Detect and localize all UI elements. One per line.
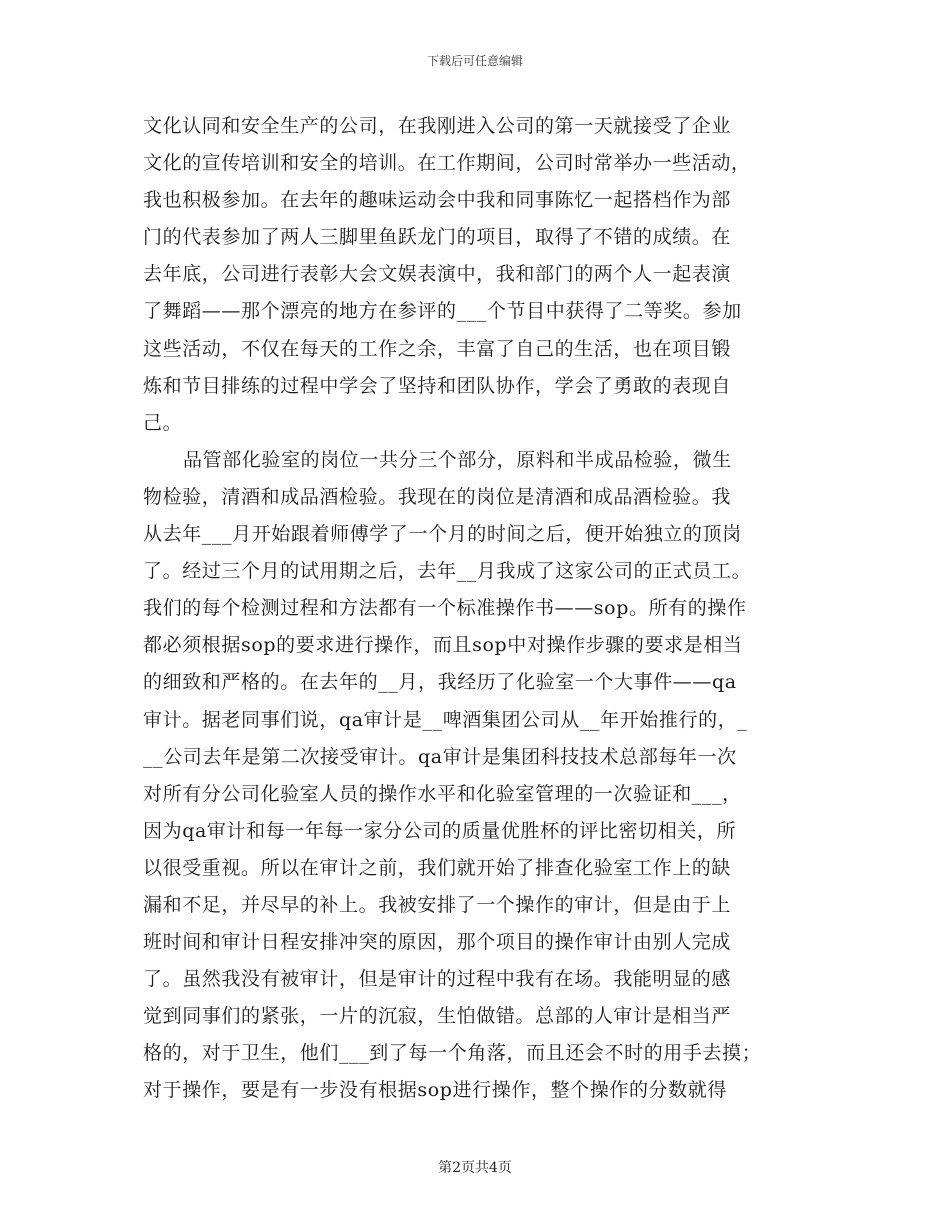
text-line: 了。经过三个月的试用期之后，去年__月我成了这家公司的正式员工。 [143,560,752,583]
text-line: 以很受重视。所以在审计之前，我们就开始了排查化验室工作上的缺 [143,856,732,879]
text-line: 物检验，清酒和成品酒检验。我现在的岗位是清酒和成品酒检验。我 [143,485,732,508]
text-line: 门的代表参加了两人三脚里鱼跃龙门的项目，取得了不错的成绩。在 [143,226,732,249]
paragraph-start-line: 品管部化验室的岗位一共分三个部分，原料和半成品检验，微生 [183,448,732,471]
text-line: 漏和不足，并尽早的补上。我被安排了一个操作的审计，但是由于上 [143,893,732,916]
page-header: 下载后可任意编辑 [426,54,523,68]
document-body [143,108,807,1110]
text-line: 从去年___月开始跟着师傅学了一个月的时间之后，便开始独立的顶岗 [143,523,742,546]
text-line: 这些活动，不仅在每天的工作之余，丰富了自己的生活，也在项目锻 [143,337,732,360]
text-line: 我们的每个检测过程和方法都有一个标准操作书——sop。所有的操作 [143,597,747,620]
text-line: 我也积极参加。在去年的趣味运动会中我和同事陈忆一起搭档作为部 [143,189,732,212]
text-line: 炼和节目排练的过程中学会了坚持和团队协作，学会了勇敢的表现自 [143,374,732,397]
text-line: 因为qa审计和每一年每一家分公司的质量优胜杯的评比密切相关，所 [143,819,737,842]
text-line: 对于操作，要是有一步没有根据sop进行操作，整个操作的分数就得 [143,1079,727,1102]
text-line: 觉到同事们的紧张，一片的沉寂，生怕做错。总部的人审计是相当严 [143,1005,732,1028]
page-number-footer: 第2页共4页 [438,1160,512,1176]
text-line: 审计。据老同事们说，qa审计是__啤酒集团公司从__年开始推行的，_ [143,708,748,731]
text-line: 去年底，公司进行表彰大会文娱表演中，我和部门的两个人一起表演 [143,263,732,286]
text-line: 都必须根据sop的要求进行操作，而且sop中对操作步骤的要求是相当 [143,634,743,657]
text-line: 对所有分公司化验室人员的操作水平和化验室管理的一次验证和___， [143,782,742,805]
text-line: 了。虽然我没有被审计，但是审计的过程中我有在场。我能明显的感 [143,968,732,991]
text-line: 班时间和审计日程安排冲突的原因，那个项目的操作审计由别人完成 [143,931,732,954]
text-line: __公司去年是第二次接受审计。qa审计是集团科技技术总部每年一次 [143,745,737,768]
text-line: 文化的宣传培训和安全的培训。在工作期间，公司时常举办一些活动， [143,152,751,175]
text-line: 的细致和严格的。在去年的__月，我经历了化验室一个大事件——qa [143,671,737,694]
text-line: 己。 [143,411,183,434]
text-line: 格的，对于卫生，他们___到了每一个角落，而且还会不时的用手去摸； [143,1042,762,1065]
text-line: 文化认同和安全生产的公司，在我刚进入公司的第一天就接受了企业 [143,115,732,137]
text-line: 了舞蹈——那个漂亮的地方在参评的___个节目中获得了二等奖。参加 [143,300,742,323]
